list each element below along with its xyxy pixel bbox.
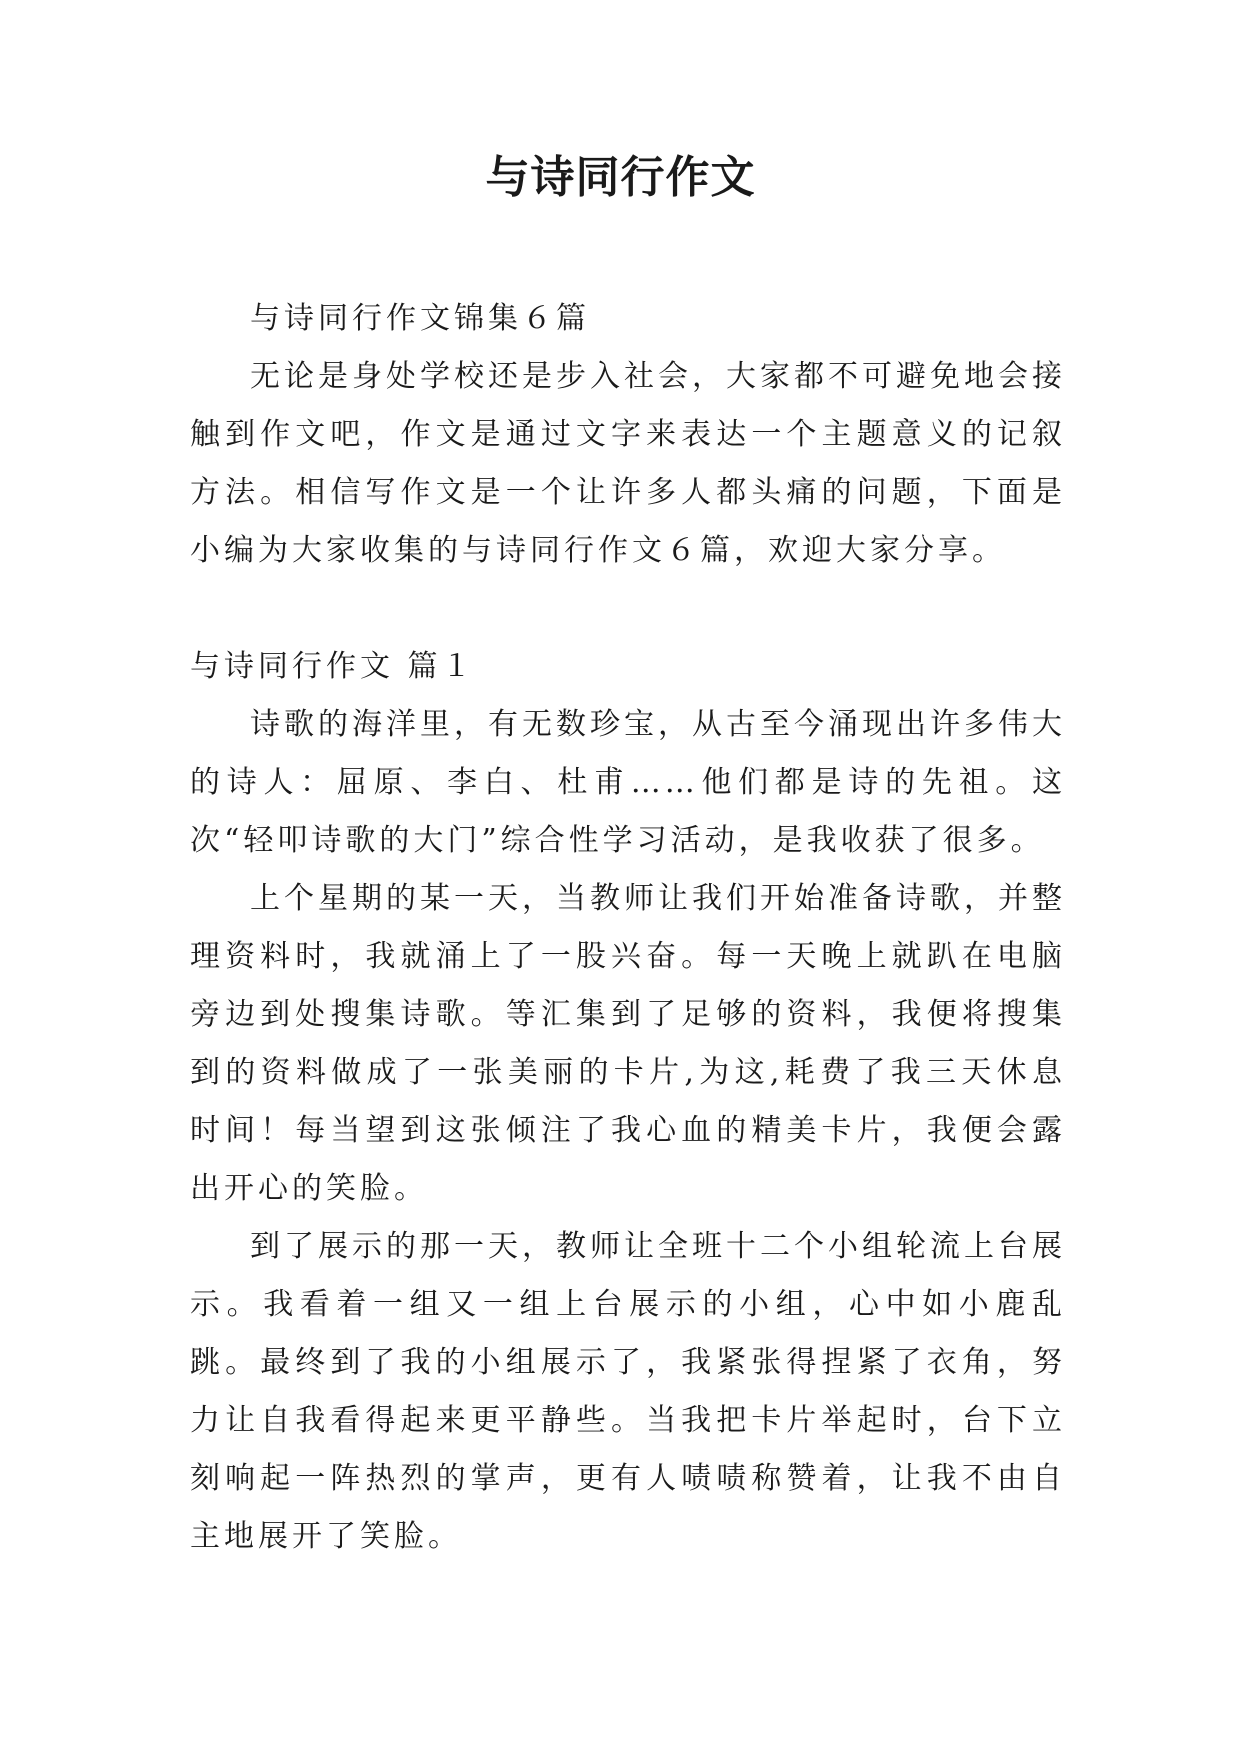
- section-heading: 与诗同行作文 篇１: [190, 649, 476, 684]
- intro-subtitle: 与诗同行作文锦集６篇: [250, 301, 590, 336]
- document-body: [190, 290, 1066, 1566]
- body-paragraph-1: 诗歌的海洋里，有无数珍宝，从古至今涌现出许多伟大的诗人：屈原、李白、杜甫……他们都是诗的先祖。这次“轻叩诗歌的大门”综合性学习活动，是我收获了很多。: [190, 707, 1066, 858]
- body-paragraph-3: 到了展示的那一天，教师让全班十二个小组轮流上台展示。我看着一组又一组上台展示的小组，心中如小鹿乱跳。最终到了我的小组展示了，我紧张得捏紧了衣角，努力让自我看得起来更平静些。当我把卡片举起时，台下立刻响起一阵热烈的掌声，更有人啧啧称赞着，让我不由自主地展开了笑脸。: [190, 1229, 1066, 1554]
- body-paragraph-2: 上个星期的某一天，当教师让我们开始准备诗歌，并整理资料时，我就涌上了一股兴奋。每一天晚上就趴在电脑旁边到处搜集诗歌。等汇集到了足够的资料，我便将搜集到的资料做成了一张美丽的卡片,为这,耗费了我三天休息时间！每当望到这张倾注了我心血的精美卡片，我便会露出开心的笑脸。: [190, 881, 1066, 1206]
- section-spacer: [190, 580, 1066, 638]
- document-title: 与诗同行作文: [485, 152, 756, 203]
- intro-paragraph: 无论是身处学校还是步入社会，大家都不可避免地会接触到作文吧，作文是通过文字来表达一个主题意义的记叙方法。相信写作文是一个让许多人都头痛的问题，下面是小编为大家收集的与诗同行作文６篇，欢迎大家分享。: [190, 359, 1066, 568]
